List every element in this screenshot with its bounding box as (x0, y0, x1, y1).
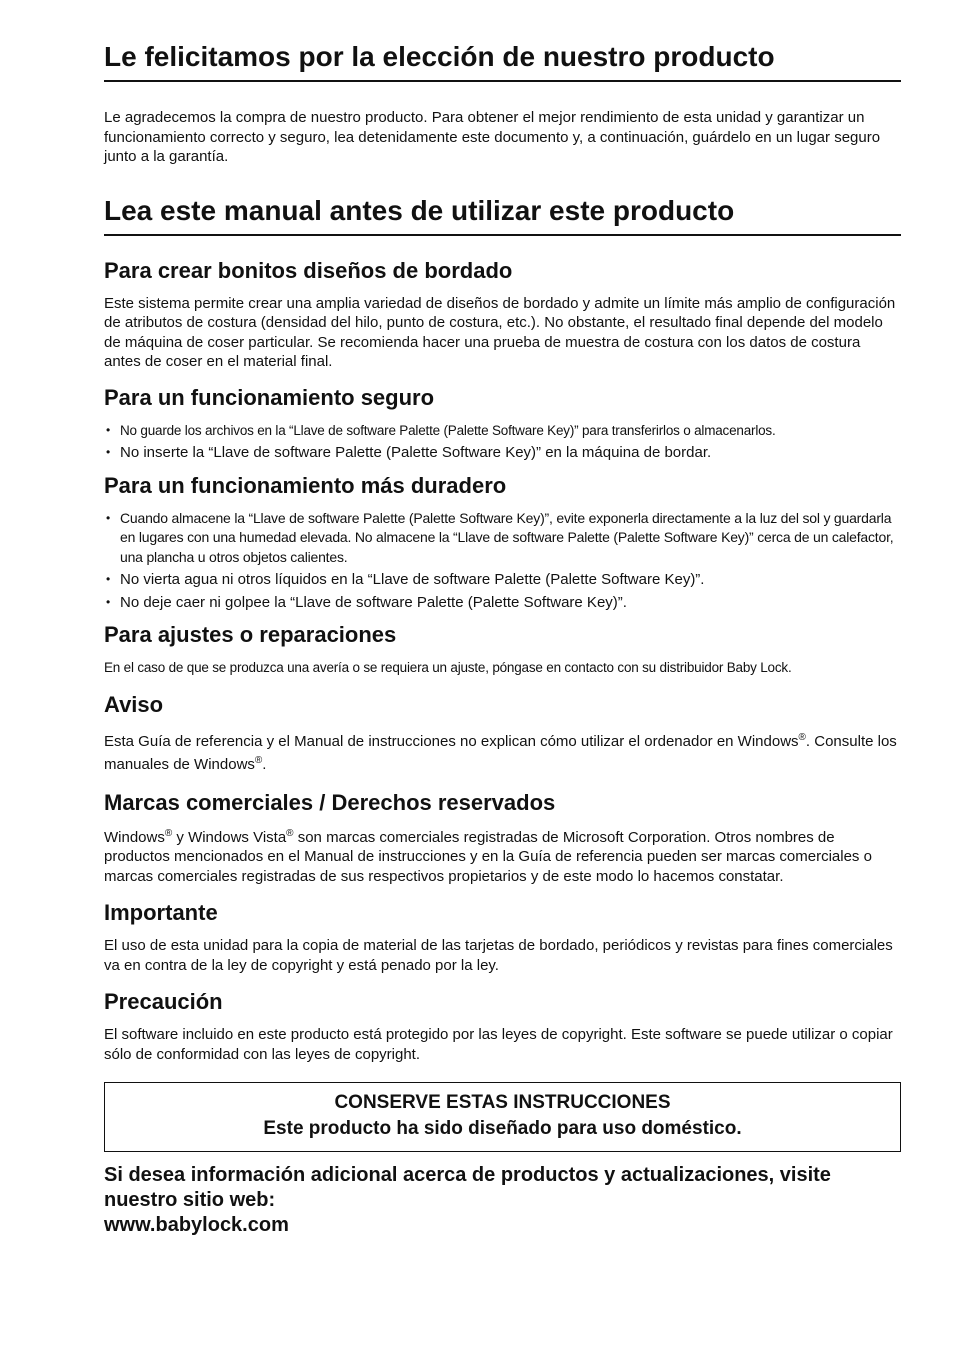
list-item: • No inserte la “Llave de software Palette (Palette Software Key)” en la máquina de bordar. (104, 443, 901, 463)
aviso-text: Esta Guía de referencia y el Manual de instrucciones no explican cómo utilizar el ordenador en Windows (104, 732, 799, 750)
marcas-heading: Marcas comerciales / Derechos reservados (104, 789, 556, 815)
list-item: • No vierta agua ni otros líquidos en la “Llave de software Palette (Palette Software Key)”. (104, 570, 901, 590)
intro-paragraph: Le agradecemos la compra de nuestro producto. Para obtener el mejor rendimiento de esta unidad y garantizar un funcionamiento correcto y seguro, lea detenidamente este documento y, a continuación, guárdelo en un lugar seguro junto a la garantía. (104, 109, 881, 165)
importante-heading: Importante (104, 900, 218, 925)
list-item: • Cuando almacene la “Llave de software Palette (Palette Software Key)”, evite exponerla directamente a la luz del sol y guardarla en lugares con una humedad elevada. No almacene la “Llave de software Palette (Palette Software Key)” cerca de un calefactor, una plancha u otros objetos calientes. (104, 509, 901, 568)
callout-line: CONSERVE ESTAS INSTRUCCIONES (334, 1092, 671, 1113)
main-title: Le felicitamos por la elección de nuestro producto (104, 40, 901, 82)
duradero-heading: Para un funcionamiento más duradero (104, 472, 507, 498)
list-item: • No guarde los archivos en la “Llave de software Palette (Palette Software Key)” para transferirlos o almacenarlos. (104, 421, 901, 441)
aviso-text: . Consulte los manuales de Windows (104, 732, 897, 773)
marcas-paragraph (104, 828, 901, 887)
document-page (104, 40, 901, 1238)
precaucion-paragraph: El software incluido en este producto está protegido por las leyes de copyright. Este software se puede utilizar o copiar sólo de conformidad con las leyes de copyright. (104, 1026, 893, 1063)
precaucion-heading: Precaución (104, 989, 223, 1014)
marcas-text: y Windows Vista (172, 828, 287, 846)
callout-line: Este producto ha sido diseñado para uso doméstico. (263, 1118, 742, 1139)
ajustes-paragraph: En el caso de que se produzca una avería o se requiera un ajuste, póngase en contacto con su distribuidor Baby Lock. (104, 660, 792, 675)
duradero-list (104, 509, 901, 613)
conserve-callout-box (104, 1082, 901, 1152)
registered-mark: ® (254, 754, 263, 766)
ajustes-heading: Para ajustes o reparaciones (104, 622, 397, 647)
registered-mark: ® (286, 827, 294, 839)
list-item: • No deje caer ni golpee la “Llave de software Palette (Palette Software Key)”. (104, 593, 901, 613)
marcas-text: Windows (104, 828, 165, 846)
website-url[interactable]: www.babylock.com (104, 1214, 289, 1236)
seguro-list (104, 421, 901, 463)
marcas-text: son marcas comerciales registradas de Microsoft Corporation. Otros nombres de productos mencionados en el Manual de instrucciones y en la Guía de referencia pueden ser marcas comerciales o marcas comerciales registradas de sus respectivos propietarios y de este modo lo hacemos constatar. (104, 828, 872, 885)
aviso-paragraph (104, 730, 901, 776)
bordado-heading: Para crear bonitos diseños de bordado (104, 257, 513, 283)
registered-mark: ® (798, 731, 806, 743)
bordado-paragraph: Este sistema permite crear una amplia variedad de diseños de bordado y admite un límite más amplio de configuración de atributos de costura (densidad del hilo, punto de costura, etc.). No obstante, el resultado final depende del modelo de máquina de coser particular. Se recomienda hacer una prueba de muestra de costura con los datos de costura antes de coser en el material final. (104, 294, 896, 370)
website-info (104, 1163, 864, 1238)
seguro-heading: Para un funcionamiento seguro (104, 384, 435, 410)
website-info-text: Si desea información adicional acerca de productos y actualizaciones, visite nuestro sitio web: (104, 1164, 831, 1211)
manual-title: Lea este manual antes de utilizar este producto (104, 194, 901, 236)
importante-paragraph: El uso de esta unidad para la copia de material de las tarjetas de bordado, periódicos y revistas para fines comerciales va en contra de la ley de copyright y está penado por la ley. (104, 937, 893, 974)
registered-mark: ® (164, 827, 173, 839)
aviso-text: . (262, 755, 267, 773)
aviso-heading: Aviso (104, 691, 164, 717)
